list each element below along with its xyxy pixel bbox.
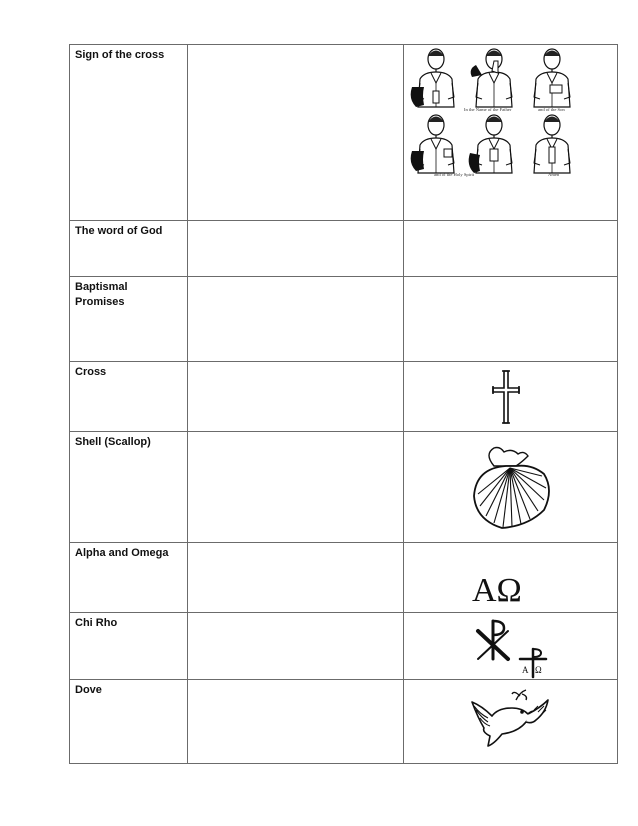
figure-4 bbox=[411, 115, 454, 173]
chi-rho-symbol bbox=[470, 615, 550, 679]
image-cell bbox=[404, 680, 618, 764]
term-cell: Alpha and Omega bbox=[70, 543, 188, 613]
table-row bbox=[70, 432, 618, 543]
notes-cell[interactable] bbox=[188, 45, 404, 221]
caption-amen: Amen bbox=[548, 172, 560, 177]
table-row bbox=[70, 680, 618, 764]
image-cell bbox=[404, 45, 618, 221]
caption-son: and of the Son bbox=[538, 107, 565, 112]
image-cell bbox=[404, 543, 618, 613]
image-cell bbox=[404, 362, 618, 432]
notes-cell[interactable] bbox=[188, 221, 404, 277]
figure-5 bbox=[469, 115, 512, 173]
notes-cell[interactable] bbox=[188, 680, 404, 764]
figure-2 bbox=[471, 49, 512, 107]
notes-cell[interactable] bbox=[188, 432, 404, 543]
notes-cell[interactable] bbox=[188, 362, 404, 432]
term-cell: Chi Rho bbox=[70, 613, 188, 680]
svg-text:Ω: Ω bbox=[535, 665, 542, 675]
figure-3 bbox=[534, 49, 570, 107]
cross-icon bbox=[491, 370, 521, 424]
table-row bbox=[70, 221, 618, 277]
caption-father: In the Name of the Father bbox=[464, 107, 512, 112]
worksheet bbox=[69, 44, 606, 766]
term-cell: Shell (Scallop) bbox=[70, 432, 188, 543]
image-cell bbox=[404, 432, 618, 543]
notes-cell[interactable] bbox=[188, 543, 404, 613]
table-row bbox=[70, 45, 618, 221]
term-cell: Dove bbox=[70, 680, 188, 764]
image-cell bbox=[404, 277, 618, 362]
caption-holy-spirit: and of the Holy Spirit bbox=[434, 172, 475, 177]
notes-cell[interactable] bbox=[188, 277, 404, 362]
term-cell: Cross bbox=[70, 362, 188, 432]
table-row bbox=[70, 613, 618, 680]
term-cell: Baptismal Promises bbox=[70, 277, 188, 362]
table-row bbox=[70, 543, 618, 613]
table-row bbox=[70, 362, 618, 432]
image-cell bbox=[404, 613, 618, 680]
image-cell bbox=[404, 221, 618, 277]
symbols-table bbox=[69, 44, 618, 764]
figure-6 bbox=[534, 115, 570, 173]
scallop-shell-icon bbox=[472, 444, 554, 530]
notes-cell[interactable] bbox=[188, 613, 404, 680]
term-cell: The word of God bbox=[70, 221, 188, 277]
term-cell: Sign of the cross bbox=[70, 45, 188, 221]
sign-of-the-cross-figures bbox=[410, 47, 580, 179]
figure-1 bbox=[411, 49, 454, 107]
table-row bbox=[70, 277, 618, 362]
dove-icon bbox=[468, 688, 552, 750]
svg-text:A: A bbox=[522, 665, 529, 675]
alpha-omega-symbol: AΩ bbox=[472, 572, 522, 609]
